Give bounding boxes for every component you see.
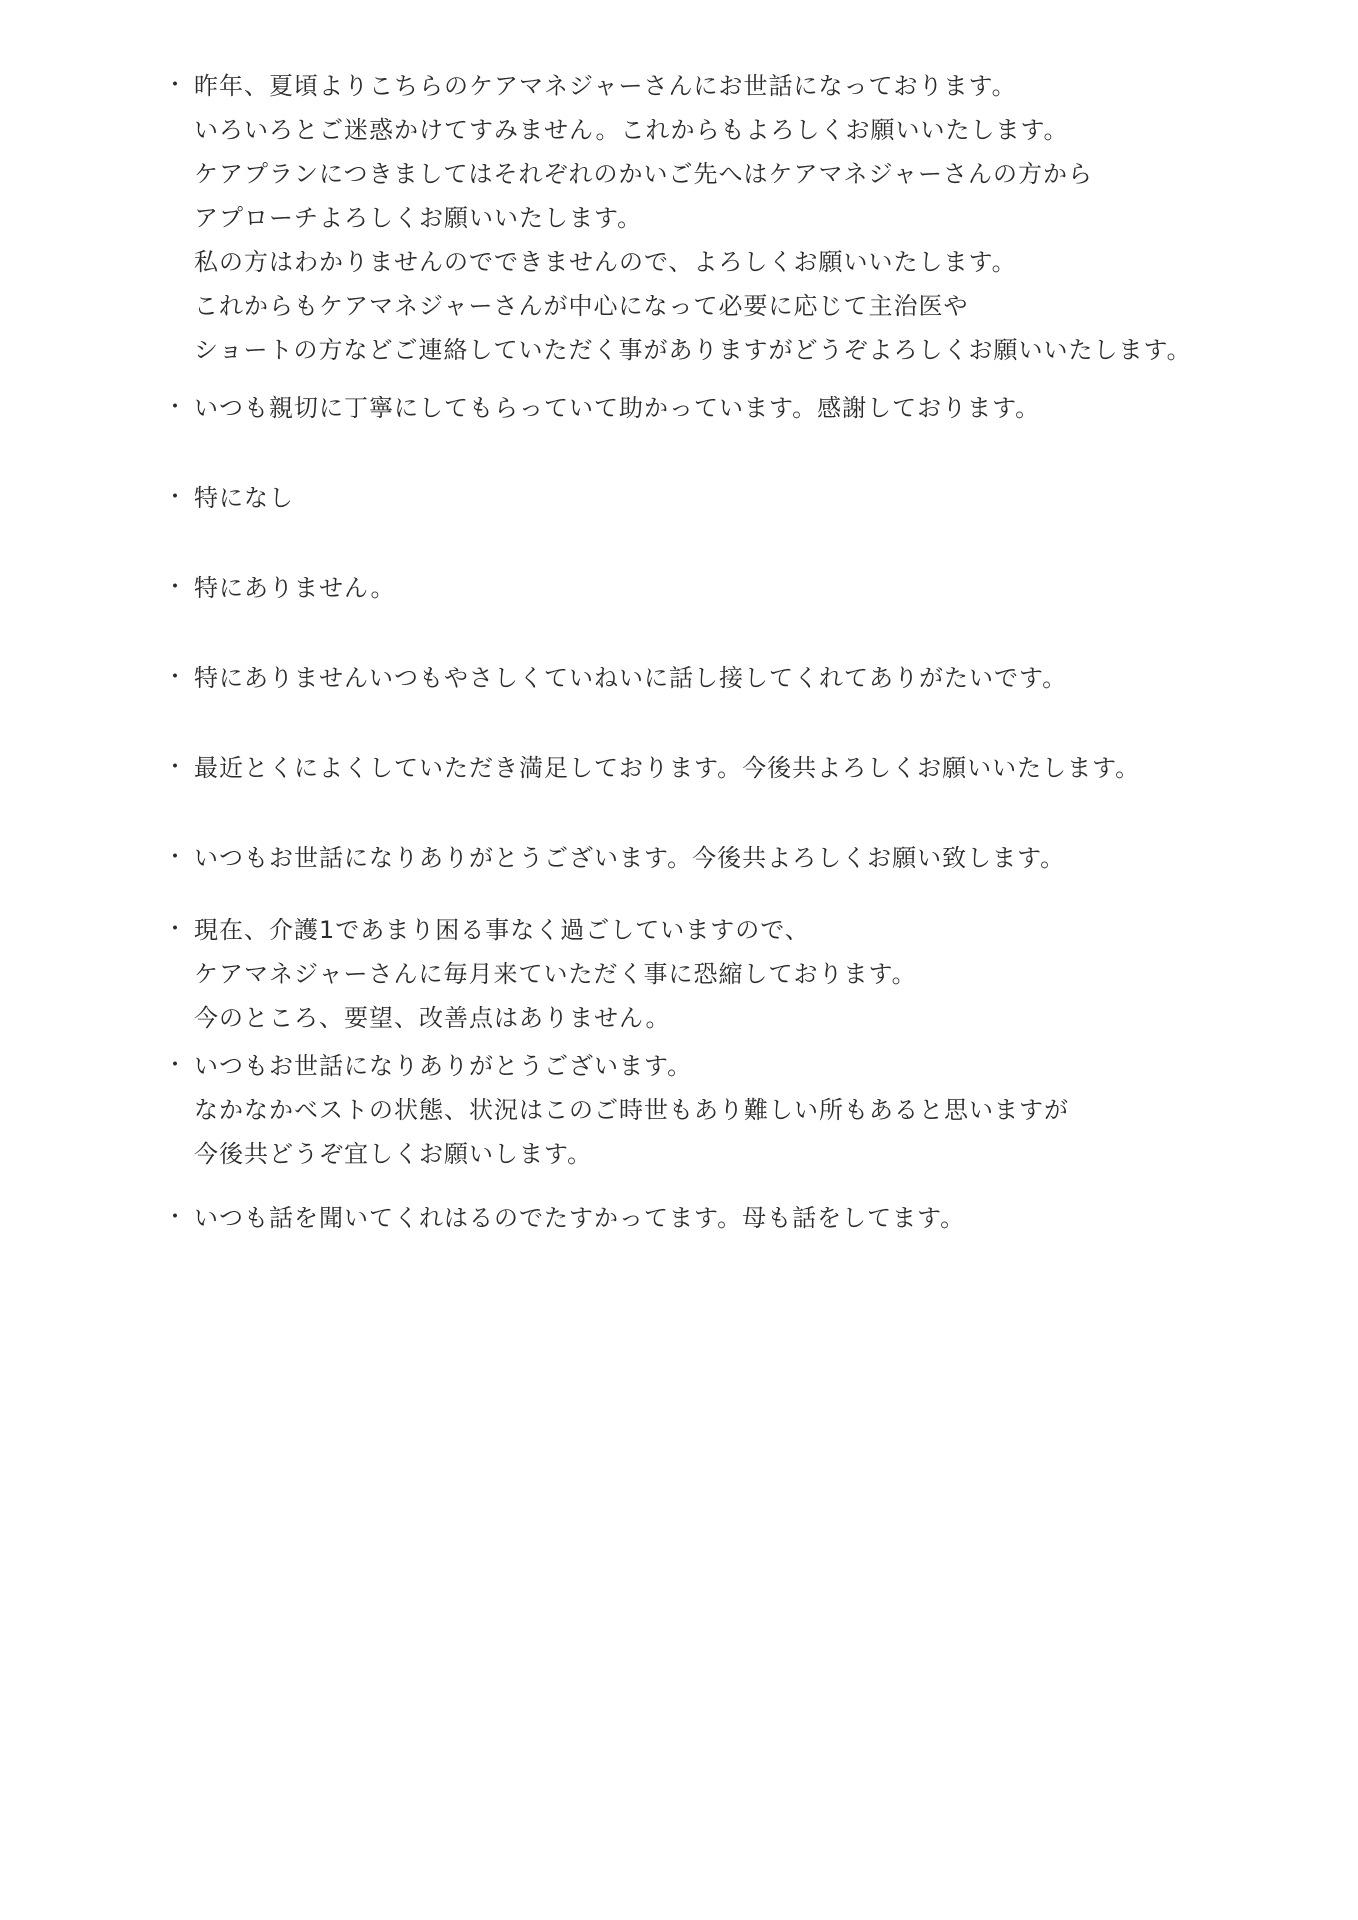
comment-6 [164,746,1264,790]
comment-9 [164,1044,1264,1176]
bullet-marker: ・ [164,845,187,870]
comment-line: ショートの方などご連絡していただく事がありますがどうぞよろしくお願いいたします。 [194,336,1192,364]
comment-line: 特にありませんいつもやさしくていねいに話し接してくれてありがたいです。 [194,664,1068,692]
comment-line: 現在、介護1であまり困る事なく過ごしていますので、 [194,916,810,944]
comment-5 [164,656,1264,700]
bullet-marker: ・ [164,73,187,98]
comment-line: 特になし [194,484,294,512]
comment-line: いつもお世話になりありがとうございます。 [194,1052,693,1080]
comment-3 [164,476,1264,520]
comment-line: ケアマネジャーさんに毎月来ていただく事に恐縮しております。 [194,960,917,988]
comment-10 [164,1196,1264,1240]
comment-line: 最近とくによくしていただき満足しております。今後共よろしくお願いいたします。 [194,754,1141,782]
comment-line: 昨年、夏頃よりこちらのケアマネジャーさんにお世話になっております。 [194,72,1017,100]
comment-1 [164,64,1264,372]
comment-line: いつもお世話になりありがとうございます。今後共よろしくお願い致します。 [194,844,1066,872]
bullet-marker: ・ [164,1205,187,1230]
bullet-marker: ・ [164,917,187,942]
comment-line: なかなかベストの状態、状況はこのご時世もあり難しい所もあると思いますが [194,1096,1069,1124]
bullet-marker: ・ [164,755,187,780]
bullet-marker: ・ [164,1053,187,1078]
comment-line: 特にありません。 [194,574,396,602]
comment-line: 私の方はわかりませんのでできませんので、よろしくお願いいたします。 [194,248,1017,276]
comment-4 [164,566,1264,610]
comment-line: 今後共どうぞ宜しくお願いします。 [194,1140,593,1168]
comment-line: 今のところ、要望、改善点はありません。 [194,1004,671,1032]
comment-7 [164,836,1264,880]
bullet-marker: ・ [164,575,187,600]
comment-line: ケアプランにつきましてはそれぞれのかいご先へはケアマネジャーさんの方から [194,160,1094,188]
comment-line: いつも親切に丁寧にしてもらっていて助かっています。感謝しております。 [194,394,1041,422]
comment-line: これからもケアマネジャーさんが中心になって必要に応じて主治医や [194,292,969,320]
comment-8 [164,908,1264,1040]
bullet-marker: ・ [164,395,187,420]
bullet-marker: ・ [164,665,187,690]
bullet-marker: ・ [164,485,187,510]
comment-line: いろいろとご迷惑かけてすみません。これからもよろしくお願いいたします。 [194,116,1069,144]
comment-line: アプローチよろしくお願いいたします。 [194,204,643,232]
comment-2 [164,386,1264,430]
comment-line: いつも話を聞いてくれはるのでたすかってます。母も話をしてます。 [194,1204,966,1232]
